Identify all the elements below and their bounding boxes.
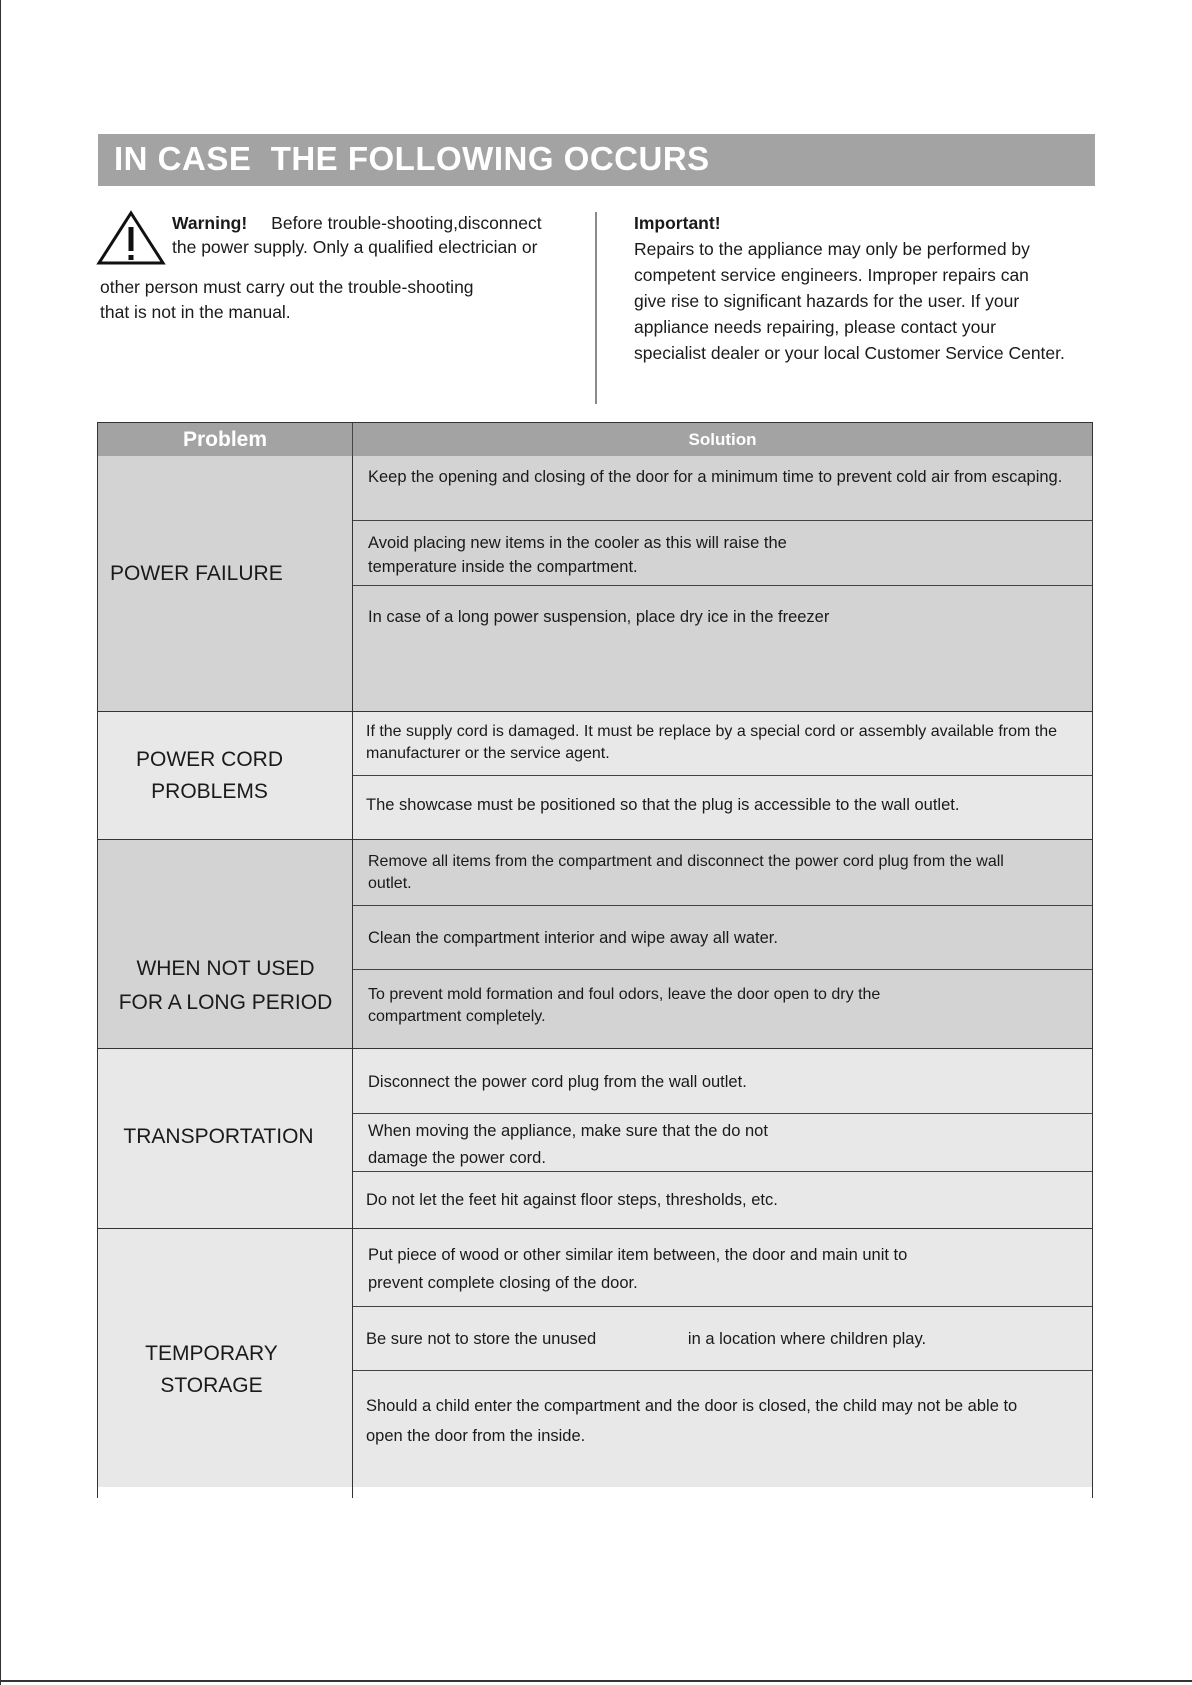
problem-cell xyxy=(98,1229,353,1498)
important-label: Important! xyxy=(634,213,721,233)
solution-text: Be sure not to store the unused in a location where children play. xyxy=(366,1330,927,1348)
problem-cell xyxy=(98,1049,353,1228)
warning-line: that is not in the manual. xyxy=(100,302,291,322)
problem-label: POWER CORD PROBLEMS xyxy=(136,748,283,803)
problem-cell xyxy=(98,712,353,839)
solution-text: Avoid placing new items in the cooler as this will raise the temperature inside the compartment. xyxy=(368,534,787,576)
solution-cell xyxy=(353,1229,1092,1307)
solution-cell xyxy=(353,776,1092,839)
table-header xyxy=(98,423,1092,457)
warning-label: Warning! xyxy=(172,213,248,233)
problem-cell xyxy=(98,456,353,711)
table-row-power-failure xyxy=(98,456,1092,712)
solution-text: To prevent mold formation and foul odors, leave the door open to dry the compartment completely. xyxy=(368,986,881,1025)
solution-text: Disconnect the power cord plug from the wall outlet. xyxy=(368,1073,747,1091)
column-header-problem: Problem xyxy=(98,423,353,456)
page-title: IN CASE THE FOLLOWING OCCURS xyxy=(114,140,710,177)
column-divider xyxy=(352,1487,353,1498)
table-row-temporary-storage xyxy=(98,1229,1092,1498)
important-note xyxy=(634,210,1104,366)
solution-text: Clean the compartment interior and wipe away all water. xyxy=(368,929,778,947)
solution-cell xyxy=(353,586,1092,711)
solution-cell xyxy=(353,1114,1092,1172)
table-footer-strip xyxy=(98,1487,1092,1498)
important-line: appliance needs repairing, please contact your xyxy=(634,317,996,337)
problem-cell xyxy=(98,840,353,1048)
important-line: competent service engineers. Improper repairs can xyxy=(634,265,1029,285)
problem-label: TEMPORARY STORAGE xyxy=(145,1342,278,1397)
solution-cell xyxy=(353,521,1092,586)
solution-cell xyxy=(353,1307,1092,1371)
solution-cell xyxy=(353,906,1092,970)
warning-line: other person must carry out the trouble-shooting xyxy=(100,277,474,297)
warning-continued xyxy=(100,275,580,325)
solution-cell xyxy=(353,970,1092,1048)
solution-text: Should a child enter the compartment and the door is closed, the child may not be able to open the door from the inside. xyxy=(366,1397,1018,1445)
page-edge xyxy=(0,0,1,1685)
warning-triangle-icon xyxy=(96,210,166,266)
table-row-transportation xyxy=(98,1049,1092,1229)
warning-text xyxy=(172,211,592,259)
troubleshooting-table xyxy=(97,422,1093,1498)
problem-label: POWER FAILURE xyxy=(110,562,283,585)
table-row-not-used xyxy=(98,840,1092,1049)
table-row-power-cord xyxy=(98,712,1092,840)
solution-text: Put piece of wood or other similar item between, the door and main unit to prevent complete closing of the door. xyxy=(368,1246,908,1292)
solution-text: Keep the opening and closing of the door for a minimum time to prevent cold air from escaping. xyxy=(368,468,1063,486)
solution-cell xyxy=(353,1049,1092,1114)
important-line: specialist dealer or your local Customer Service Center. xyxy=(634,343,1065,363)
problem-label: WHEN NOT USED FOR A LONG PERIOD xyxy=(118,957,333,1014)
warning-line: the power supply. Only a qualified electrician or xyxy=(172,237,538,257)
solution-text: Do not let the feet hit against floor steps, thresholds, etc. xyxy=(366,1191,778,1209)
problem-label: TRANSPORTATION xyxy=(123,1125,314,1148)
page-edge xyxy=(0,1680,1192,1682)
solution-cell xyxy=(353,456,1092,521)
section-banner xyxy=(98,134,1095,186)
solution-cell xyxy=(353,712,1092,776)
solution-text: The showcase must be positioned so that the plug is accessible to the wall outlet. xyxy=(366,796,960,814)
solution-text: Remove all items from the compartment and disconnect the power cord plug from the wall outlet. xyxy=(368,853,1004,892)
column-header-solution: Solution xyxy=(688,430,757,449)
important-line: give rise to significant hazards for the user. If your xyxy=(634,291,1020,311)
solution-text: When moving the appliance, make sure that the do not damage the power cord. xyxy=(368,1122,768,1167)
solution-cell xyxy=(353,1371,1092,1487)
solution-text: If the supply cord is damaged. It must be replace by a special cord or assembly available from the manufacturer or the service agent. xyxy=(366,723,1058,762)
solution-cell xyxy=(353,1172,1092,1228)
column-divider xyxy=(595,212,597,404)
warning-line: Before trouble-shooting,disconnect xyxy=(271,213,542,233)
important-line: Repairs to the appliance may only be performed by xyxy=(634,239,1030,259)
solution-text: In case of a long power suspension, place dry ice in the freezer xyxy=(368,608,830,626)
solution-cell xyxy=(353,840,1092,906)
